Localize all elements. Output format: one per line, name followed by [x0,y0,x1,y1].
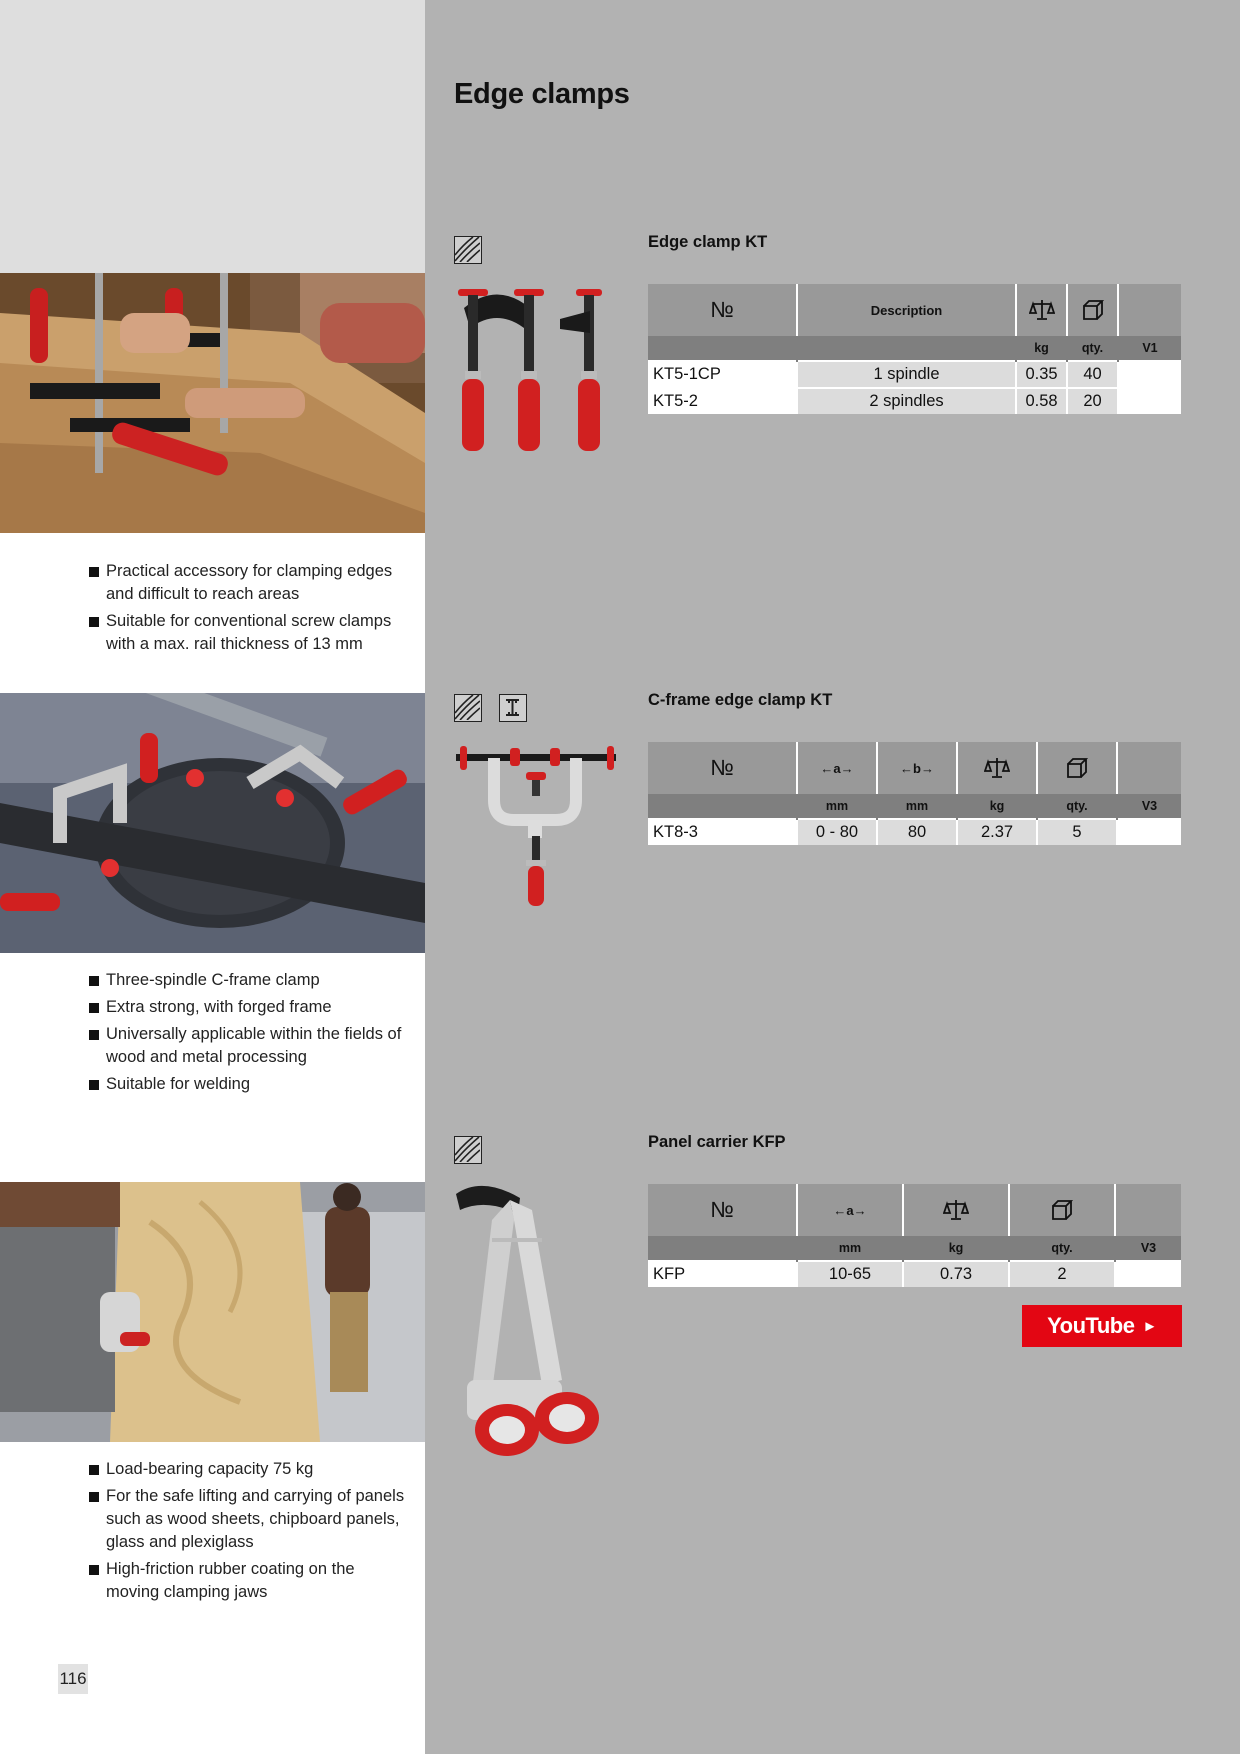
column-header-number: № [648,1184,797,1236]
section-title-edge-clamp-kt: Edge clamp KT [648,233,768,251]
bullet-item: Practical accessory for clamping edges and difficult to reach areas [87,560,407,606]
wood-material-icon [454,1136,482,1164]
table-header-row [648,1184,1181,1236]
cell-v-code [1118,388,1181,414]
unit-cell [648,794,797,819]
cell-quantity: 40 [1067,361,1118,388]
unit-cell: kg [1016,336,1067,361]
arrow-left-icon: ← [820,760,834,776]
section-title-c-frame-edge-clamp: C-frame edge clamp KT [648,691,833,709]
table-units-row [648,794,1181,819]
photo-panel-carrier-in-use [0,1182,425,1442]
cell-article-number: KT5-1CP [648,361,797,388]
weight-icon [957,742,1037,794]
wood-material-icon [454,694,482,722]
bullet-item: Extra strong, with forged frame [87,996,407,1019]
unit-cell-v-code: V3 [1117,794,1181,819]
bullet-item: High-friction rubber coating on the moving clamping jaws [87,1558,407,1604]
unit-cell: qty. [1009,1236,1115,1261]
table-row [648,819,1181,845]
product-image-c-frame-edge-clamp [452,740,622,910]
cell-quantity: 2 [1009,1261,1115,1287]
bullets-panel-carrier-kfp [87,1458,407,1608]
cell-weight: 0.73 [903,1261,1009,1287]
table-row [648,361,1181,388]
cell-v-code [1117,819,1181,845]
photo-c-frame-clamp-in-use [0,693,425,953]
dimension-label: a [833,760,841,776]
cell-weight: 0.35 [1016,361,1067,388]
cell-weight: 2.37 [957,819,1037,845]
play-arrow-icon: ► [1142,1317,1157,1335]
youtube-button[interactable] [1022,1305,1182,1347]
dimension-label: b [913,760,921,776]
product-image-edge-clamp-kt [452,283,622,458]
left-top-panel [0,0,425,273]
column-header-number: № [648,742,797,794]
column-header-empty [1118,284,1181,336]
youtube-label: YouTube [1047,1313,1135,1338]
table-header-row [648,284,1181,336]
unit-cell-v-code: V3 [1115,1236,1181,1261]
bullets-c-frame-edge-clamp [87,969,407,1100]
column-header-empty [1115,1184,1181,1236]
arrow-right-icon: → [920,760,934,776]
column-header-empty [1117,742,1181,794]
cell-quantity: 20 [1067,388,1118,414]
product-image-panel-carrier-kfp [452,1180,624,1470]
cell-article-number: KT8-3 [648,819,797,845]
unit-cell: qty. [1067,336,1118,361]
cell-dimension-b: 80 [877,819,957,845]
column-header-dimension-a [797,742,877,794]
cell-description: 1 spindle [797,361,1016,388]
bullet-item: Suitable for conventional screw clamps with a max. rail thickness of 13 mm [87,610,407,656]
cell-weight: 0.58 [1016,388,1067,414]
column-header-dimension-b [877,742,957,794]
unit-cell: mm [877,794,957,819]
unit-cell: kg [957,794,1037,819]
arrow-right-icon: → [853,1202,867,1218]
page-title: Edge clamps [454,78,630,110]
unit-cell: kg [903,1236,1009,1261]
bullets-edge-clamp-kt [87,560,407,660]
arrow-right-icon: → [840,760,854,776]
cell-dimension-a: 10-65 [797,1261,903,1287]
table-header-row [648,742,1181,794]
column-header-number: № [648,284,797,336]
bullet-item: Suitable for welding [87,1073,407,1096]
metal-material-icon [499,694,527,722]
bullet-item: Three-spindle C-frame clamp [87,969,407,992]
unit-cell [648,336,797,361]
unit-cell [797,336,1016,361]
dimension-label: a [846,1202,854,1218]
wood-material-icon [454,236,482,264]
bullet-item: For the safe lifting and carrying of panels such as wood sheets, chipboard panels, glass and plexiglass [87,1485,407,1554]
cell-v-code [1118,361,1181,388]
column-header-description: Description [797,284,1016,336]
cell-dimension-a: 0 - 80 [797,819,877,845]
spec-table-edge-clamp-kt [648,284,1181,414]
table-units-row [648,1236,1181,1261]
arrow-left-icon: ← [833,1202,847,1218]
bullet-item: Load-bearing capacity 75 kg [87,1458,407,1481]
cell-quantity: 5 [1037,819,1117,845]
spec-table-c-frame-edge-clamp [648,742,1181,845]
package-icon [1037,742,1117,794]
table-row [648,388,1181,414]
bullet-item: Universally applicable within the fields of wood and metal processing [87,1023,407,1069]
column-header-dimension-a [797,1184,903,1236]
cell-description: 2 spindles [797,388,1016,414]
unit-cell: mm [797,794,877,819]
weight-icon [903,1184,1009,1236]
cell-article-number: KT5-2 [648,388,797,414]
weight-icon [1016,284,1067,336]
spec-table-panel-carrier-kfp [648,1184,1181,1287]
unit-cell [648,1236,797,1261]
page-number: 116 [58,1664,88,1694]
section-title-panel-carrier-kfp: Panel carrier KFP [648,1133,786,1151]
unit-cell-v-code: V1 [1118,336,1181,361]
table-units-row [648,336,1181,361]
unit-cell: mm [797,1236,903,1261]
table-row [648,1261,1181,1287]
photo-edge-clamp-in-use [0,273,425,533]
cell-article-number: KFP [648,1261,797,1287]
cell-v-code [1115,1261,1181,1287]
unit-cell: qty. [1037,794,1117,819]
package-icon [1009,1184,1115,1236]
package-icon [1067,284,1118,336]
arrow-left-icon: ← [900,760,914,776]
